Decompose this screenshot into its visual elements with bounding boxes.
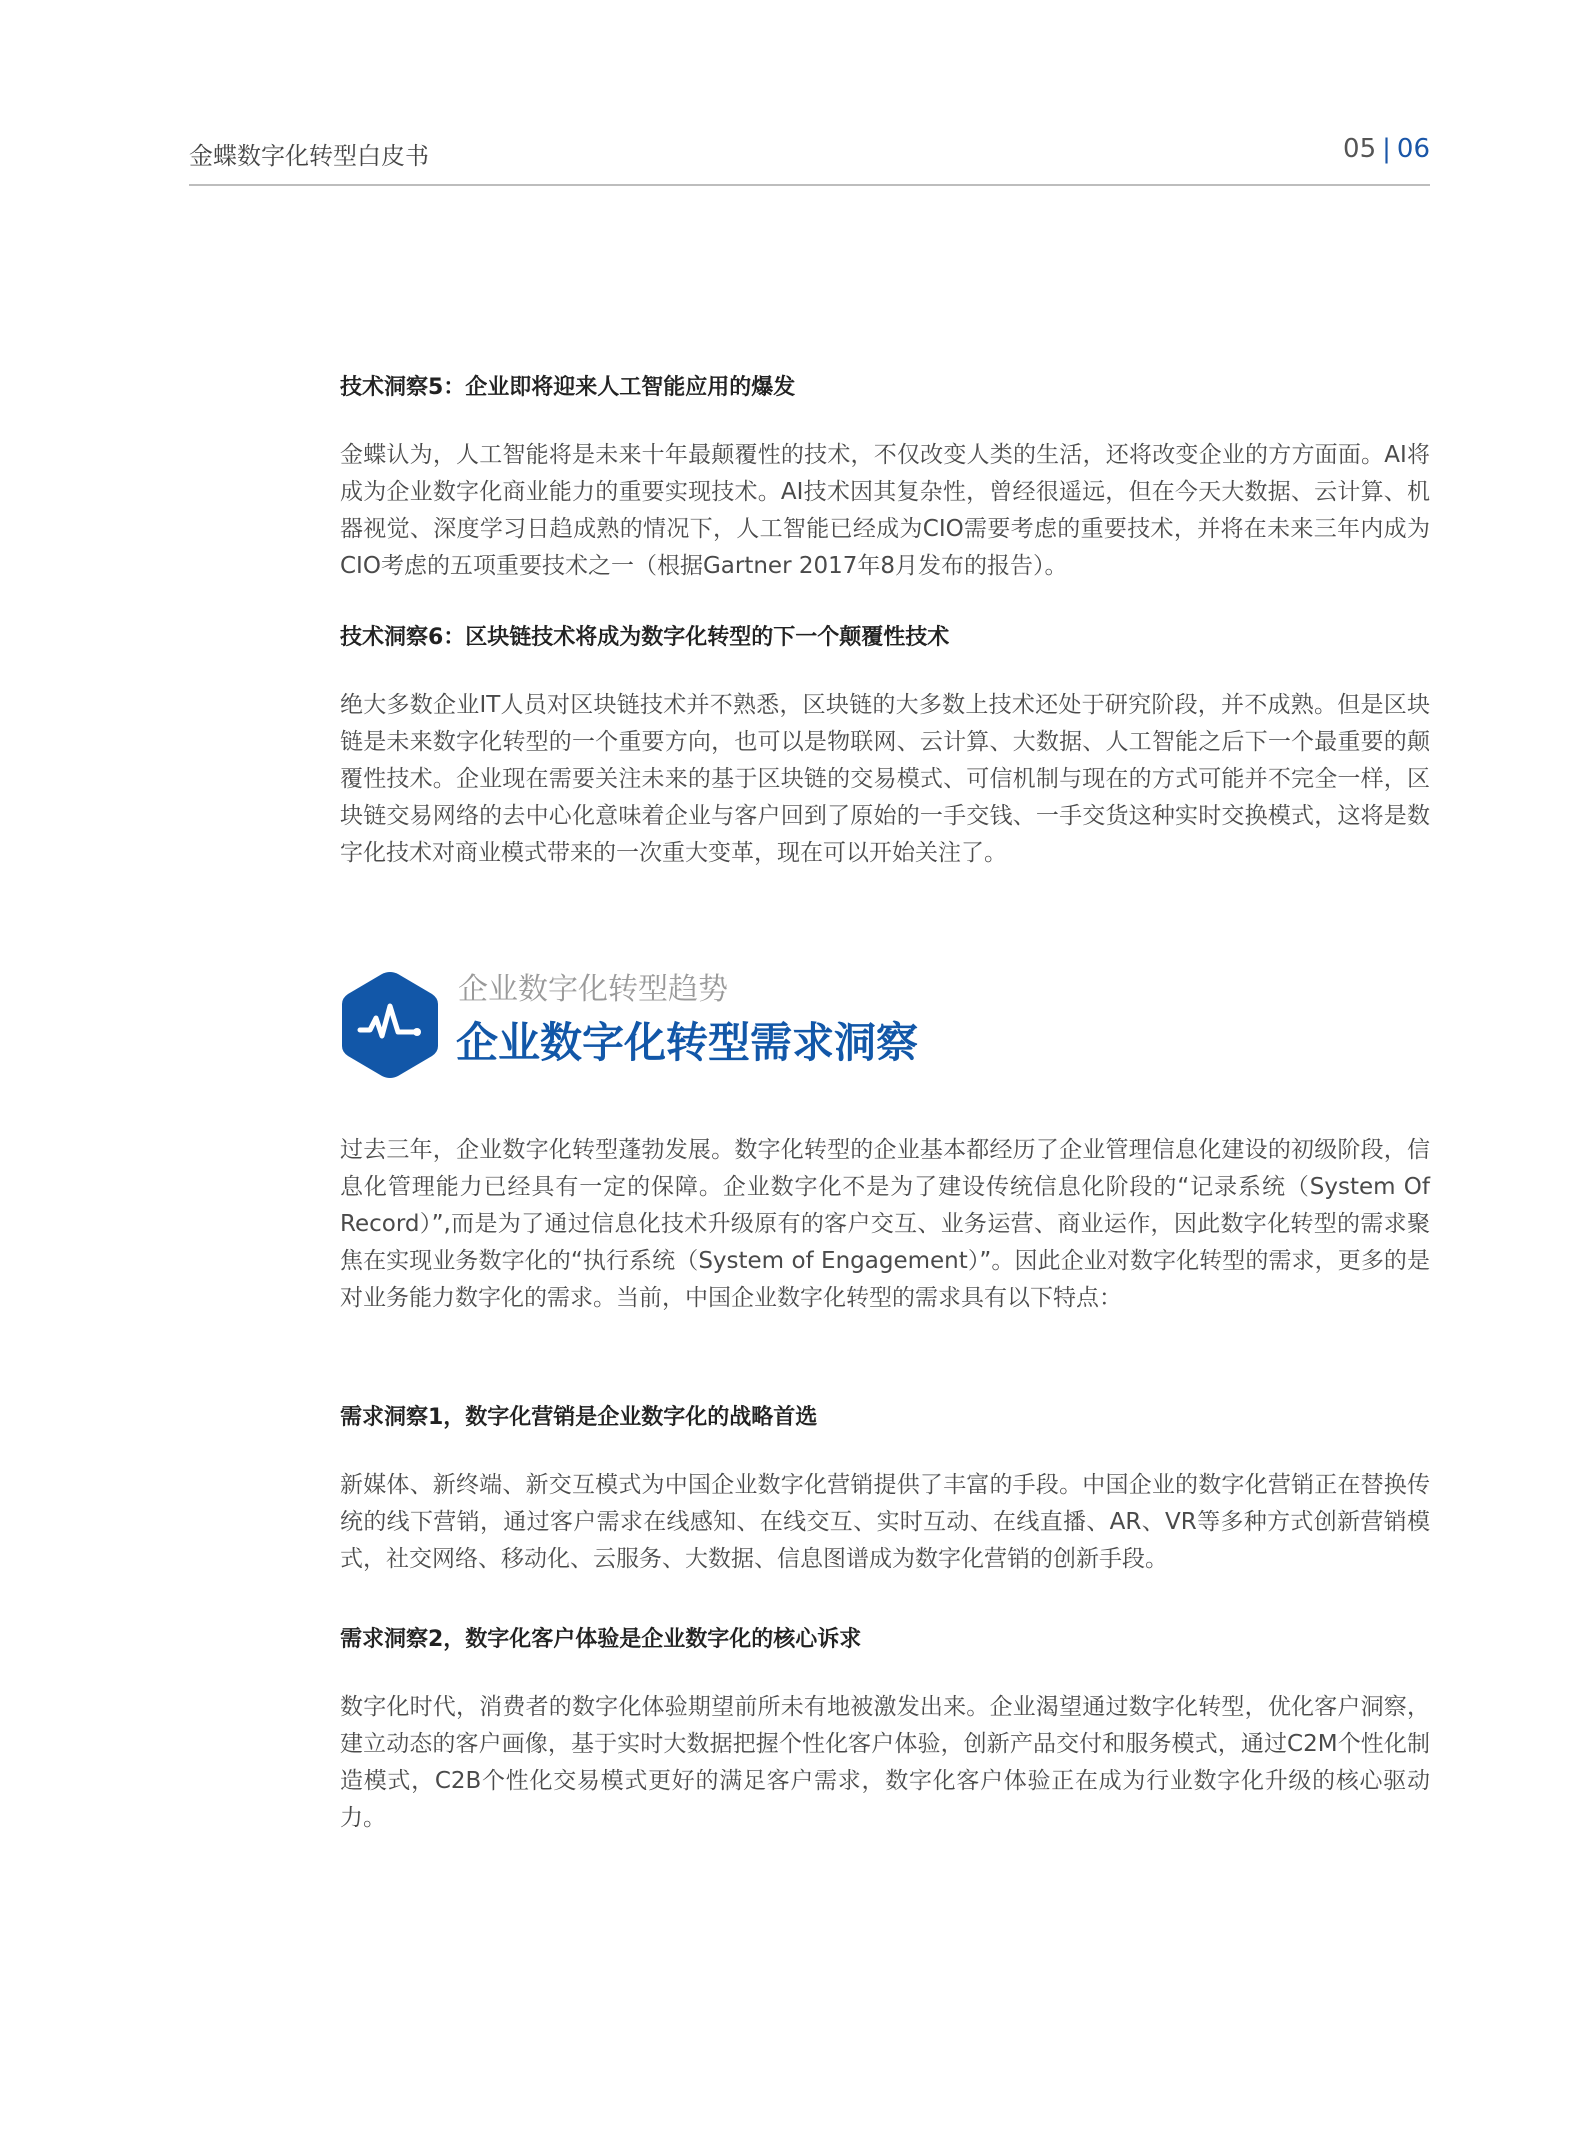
page-left: 05 <box>1343 134 1377 164</box>
page-number <box>1343 134 1430 164</box>
demand-2 <box>340 1622 1430 1837</box>
section-title: 企业数字化转型需求洞察 <box>456 1018 919 1067</box>
demand-heading: 需求洞察1，数字化营销是企业数字化的战略首选 <box>340 1405 818 1430</box>
demand-1 <box>340 1400 1430 1578</box>
insight-body: 金蝶认为，人工智能将是未来十年最颠覆性的技术，不仅改变人类的生活，还将改变企业的方方面面。AI将成为企业数字化商业能力的重要实现技术。AI技术因其复杂性，曾经很遥远，但在今天大数据、云计算、机器视觉、深度学习日趋成熟的情况下，人工智能已经成为CIO需要考虑的重要技术，并将在未来三年内成为CIO考虑的五项重要技术之一（根据Gartner 2017年8月发布的报告）。 <box>340 442 1430 579</box>
insight-6 <box>340 620 1430 872</box>
demand-body: 数字化时代，消费者的数字化体验期望前所未有地被激发出来。企业渴望通过数字化转型，优化客户洞察，建立动态的客户画像，基于实时大数据把握个性化客户体验，创新产品交付和服务模式，通过C2M个性化制造模式，C2B个性化交易模式更好的满足客户需求，数字化客户体验正在成为行业数字化升级的核心驱动力。 <box>340 1694 1430 1831</box>
insight-heading: 技术洞察6：区块链技术将成为数字化转型的下一个颠覆性技术 <box>340 625 950 650</box>
pulse-hexagon-icon <box>340 970 440 1080</box>
section-subtitle: 企业数字化转型趋势 <box>458 972 728 1007</box>
page-separator: | <box>1382 134 1391 164</box>
header-title: 金蝶数字化转型白皮书 <box>189 142 429 170</box>
demand-body: 新媒体、新终端、新交互模式为中国企业数字化营销提供了丰富的手段。中国企业的数字化营销正在替换传统的线下营销，通过客户需求在线感知、在线交互、实时互动、在线直播、AR、VR等多种方式创新营销模式，社交网络、移动化、云服务、大数据、信息图谱成为数字化营销的创新手段。 <box>340 1472 1430 1572</box>
section-intro <box>340 1132 1430 1317</box>
insight-heading: 技术洞察5：企业即将迎来人工智能应用的爆发 <box>340 375 796 400</box>
page-right: 06 <box>1396 134 1430 164</box>
header-rule <box>189 184 1430 186</box>
intro-body: 过去三年，企业数字化转型蓬勃发展。数字化转型的企业基本都经历了企业管理信息化建设的初级阶段，信息化管理能力已经具有一定的保障。企业数字化不是为了建设传统信息化阶段的“记录系统（System Of Record）”,而是为了通过信息化技术升级原有的客户交互、业务运营、商业运作，因此数字化转型的需求聚焦在实现业务数字化的“执行系统（System of Engagement）”。因此企业对数字化转型的需求，更多的是对业务能力数字化的需求。当前，中国企业数字化转型的需求具有以下特点： <box>340 1137 1430 1311</box>
insight-5 <box>340 370 1430 585</box>
insight-body: 绝大多数企业IT人员对区块链技术并不熟悉，区块链的大多数上技术还处于研究阶段，并不成熟。但是区块链是未来数字化转型的一个重要方向，也可以是物联网、云计算、大数据、人工智能之后下一个最重要的颠覆性技术。企业现在需要关注未来的基于区块链的交易模式、可信机制与现在的方式可能并不完全一样，区块链交易网络的去中心化意味着企业与客户回到了原始的一手交钱、一手交货这种实时交换模式，这将是数字化技术对商业模式带来的一次重大变革，现在可以开始关注了。 <box>340 692 1430 866</box>
demand-heading: 需求洞察2，数字化客户体验是企业数字化的核心诉求 <box>340 1627 862 1652</box>
